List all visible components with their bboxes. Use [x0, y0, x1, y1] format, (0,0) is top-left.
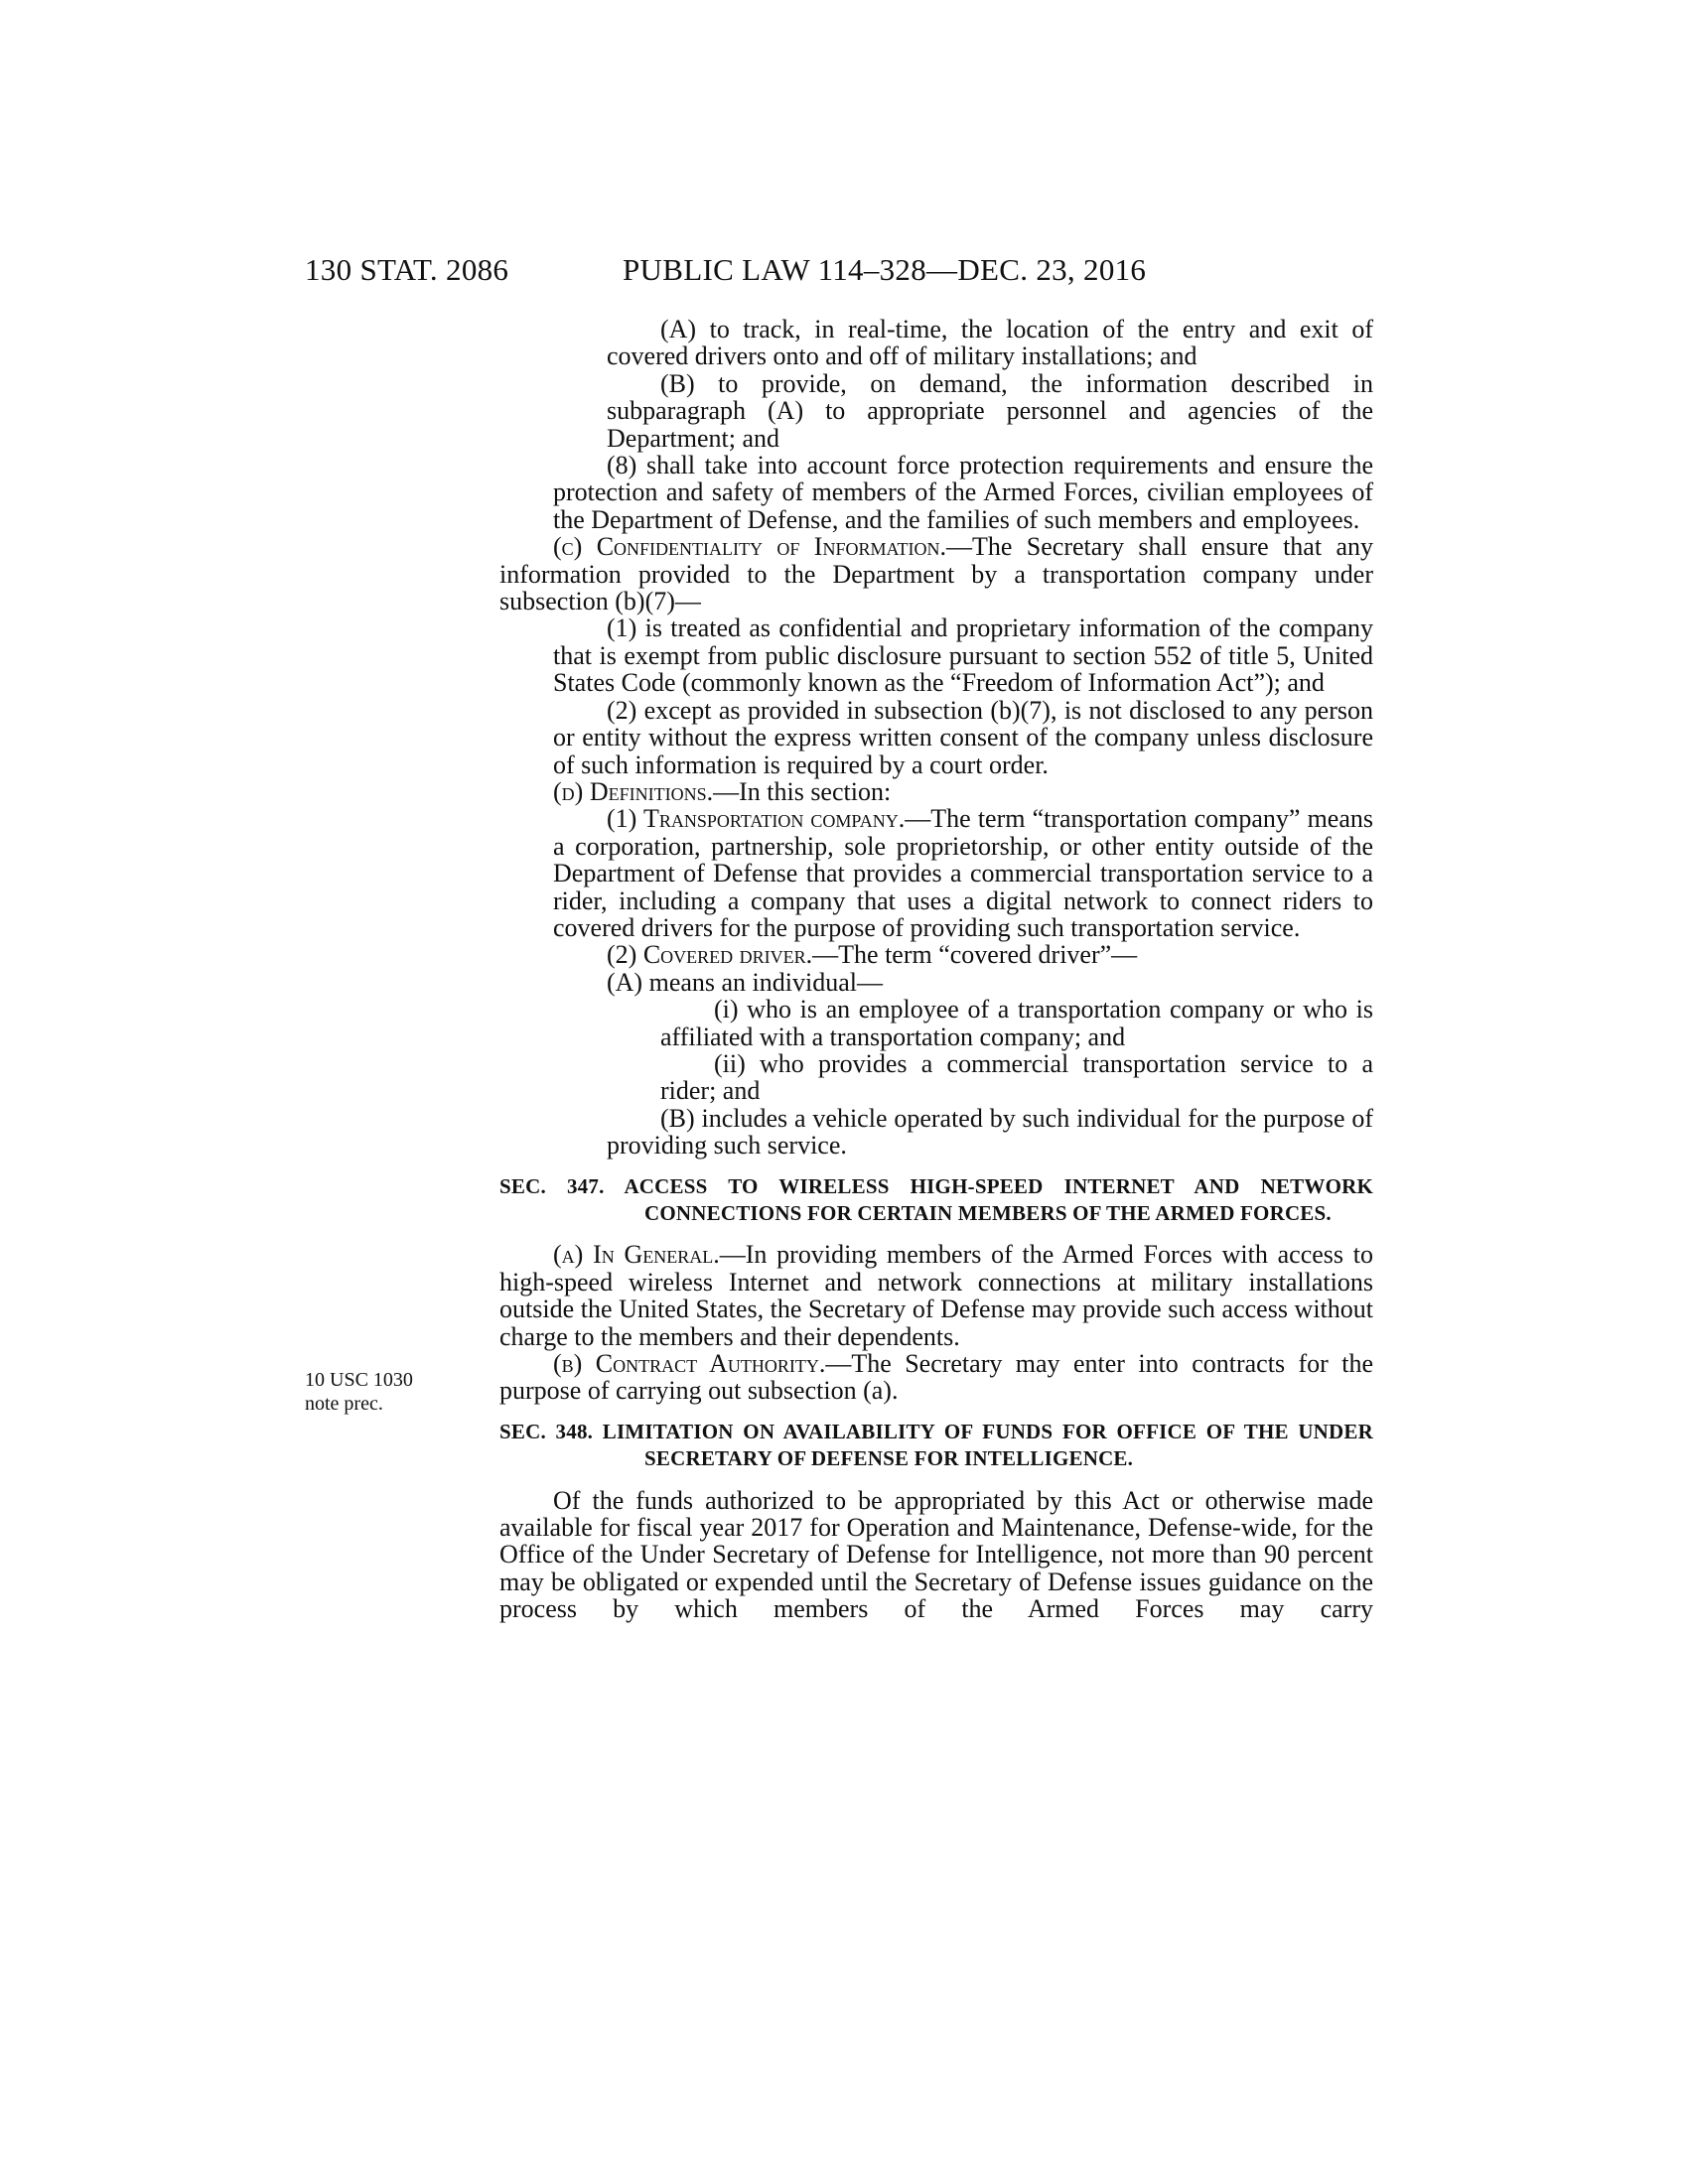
paragraph-d1 [499, 805, 1373, 941]
paragraph-c1: (1) is treated as confidential and proprietary information of the company that is exempt from public disclosure pursuant to section 552 of title 5, United States Code (commonly known as the “Freedom of Information Act”); and [553, 614, 1373, 698]
margin-note-line-2: note prec. [305, 1393, 383, 1415]
paragraph-d2-heading: (2) Covered driver. [607, 940, 813, 970]
section-347-a-text: —In providing members of the Armed Forces with access to high-speed wireless Internet and network connections at military installations outside the United States, the Secretary of Defense may provide such access without charge to the members and their dependents. [499, 1240, 1373, 1351]
paragraph-d1-heading: (1) Transportation company. [607, 804, 906, 834]
subparagraph-d2-A: (A) means an individual— [607, 967, 883, 997]
public-law-title: PUBLIC LAW 114–328—DEC. 23, 2016 [623, 252, 1147, 287]
paragraph-c2: (2) except as provided in subsection (b)(7), is not disclosed to any person or entity without the express written consent of the company unless disclosure of such information is required by a court order. [553, 695, 1373, 779]
paragraph-b8: (8) shall take into account force protection requirements and ensure the protection and safety of members of the Armed Forces, civilian employees of the Department of Defense, and the families of such members and employees. [553, 451, 1373, 534]
body-text-column [499, 316, 1373, 1623]
statute-reference: 130 STAT. 2086 [305, 252, 509, 287]
paragraph-d2-text: —The term “covered driver”— [812, 940, 1138, 970]
section-347-heading: SEC. 347. ACCESS TO WIRELESS HIGH-SPEED INTERNET AND NETWORK CONNECTIONS FOR CERTAIN MEMBERS OF THE ARMED FORCES. [499, 1173, 1373, 1225]
subparagraph-d2-B: (B) includes a vehicle operated by such individual for the purpose of providing such service. [607, 1103, 1373, 1160]
section-348-heading: SEC. 348. LIMITATION ON AVAILABILITY OF FUNDS FOR OFFICE OF THE UNDER SECRETARY OF DEFENSE FOR INTELLIGENCE. [499, 1419, 1373, 1471]
subsection-d [499, 778, 1373, 805]
section-347-a-heading: (a) In General. [553, 1240, 720, 1270]
paragraph-d1-text: —The term “transportation company” means a corporation, partnership, sole proprietorship, or other entity outside of the Department of Defense that provides a commercial transportation service to a rider, including a company that uses a digital network to connect riders to covered drivers for the purpose of providing such transportation service. [553, 804, 1373, 942]
subsection-c-text: —The Secretary shall ensure that any information provided to the Department by a transportation company under subsection (b)(7)— [499, 532, 1373, 616]
subsection-c-heading: (c) Confidentiality of Information. [553, 532, 946, 562]
margin-note-line-1: 10 USC 1030 [305, 1369, 413, 1391]
paragraph-b7-A: (A) to track, in real-time, the location of the entry and exit of covered drivers onto and off of military installations; and [607, 315, 1373, 371]
section-347-a [499, 1241, 1373, 1350]
section-347-b-text: —The Secretary may enter into contracts for the purpose of carrying out subsection (a). [499, 1349, 1373, 1406]
subsection-d-text: —In this section: [713, 776, 892, 806]
section-347-b [499, 1350, 1373, 1405]
page-header [0, 252, 1688, 292]
subsection-d-heading: (d) Definitions. [553, 776, 714, 806]
margin-note [305, 1368, 454, 1416]
clause-d2-A-ii: (ii) who provides a commercial transportation service to a rider; and [660, 1048, 1373, 1106]
section-347-b-heading: (b) Contract Authority. [553, 1349, 826, 1379]
section-348-text: Of the funds authorized to be appropriated by this Act or otherwise made available for fiscal year 2017 for Operation and Maintenance, Defense-wide, for the Office of the Under Secretary of Defense for Intelligence, not more than 90 percent may be obligated or expended until the Secretary of Defense issues guidance on the process by which members of the Armed Forces may carry [499, 1485, 1373, 1624]
paragraph-d2 [499, 941, 1373, 968]
clause-d2-A-i: (i) who is an employee of a transportation company or who is affiliated with a transportation company; and [660, 995, 1373, 1051]
paragraph-b7-B: (B) to provide, on demand, the information described in subparagraph (A) to appropriate personnel and agencies of the Department; and [607, 368, 1373, 453]
subsection-c [499, 533, 1373, 614]
